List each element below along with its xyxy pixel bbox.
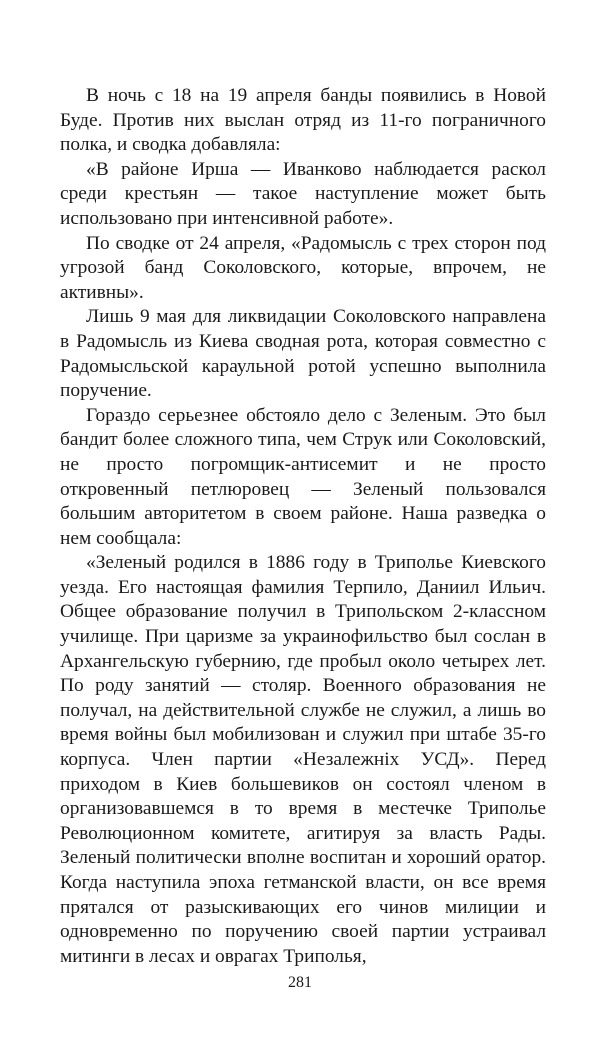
page-text [60, 84, 546, 969]
paragraph: По сводке от 24 апреля, «Радомысль с трех сторон под угрозой банд Соколовского, которые, впрочем, не активны». [60, 232, 546, 303]
paragraph: «В районе Ирша — Иванково наблюдается раскол среди крестьян — такое наступление может быть использовано при интенсивной работе». [60, 158, 546, 229]
page-number: 281 [288, 974, 312, 991]
paragraph: В ночь с 18 на 19 апреля банды появились в Новой Буде. Против них выслан отряд из 11-го пограничного полка, и сводка добавляла: [60, 85, 546, 156]
paragraph: «Зеленый родился в 1886 году в Триполье Киевского уезда. Его настоящая фамилия Терпило, Даниил Ильич. Общее образование получил в Трипольском 2-классном училище. При царизме за украинофильство был сослан в Архангельскую губернию, где пробыл около четырех лет. По роду занятий — столяр. Военного образования не получал, на действительной службе не служил, а лишь во время войны был мобилизован и служил при штабе 35-го корпуса. Член партии «Незалежнiх УСД». Перед приходом в Киев большевиков он состоял членом в организовавшемся в то время в местечке Триполье Революционном комитете, агитируя за власть Рады. Зеленый политически вполне воспитан и хороший оратор. Когда наступила эпоха гетманской власти, он все время прятался от разыскивающих его чинов милиции и одновременно по поручению своей партии устраивал митинги в лесах и оврагах Триполья, [60, 552, 546, 967]
paragraph: Гораздо серьезнее обстояло дело с Зеленым. Это был бандит более сложного типа, чем Струк или Соколовский, не просто погромщик-антисемит и не просто откровенный петлюровец — Зеленый пользовался большим авторитетом в своем районе. Наша разведка о нем сообщала: [60, 404, 546, 549]
paragraph: Лишь 9 мая для ликвидации Соколовского направлена в Радомысль из Киева сводная рота, которая совместно с Радомысльской караульной ротой успешно выполнила поручение. [60, 306, 546, 402]
